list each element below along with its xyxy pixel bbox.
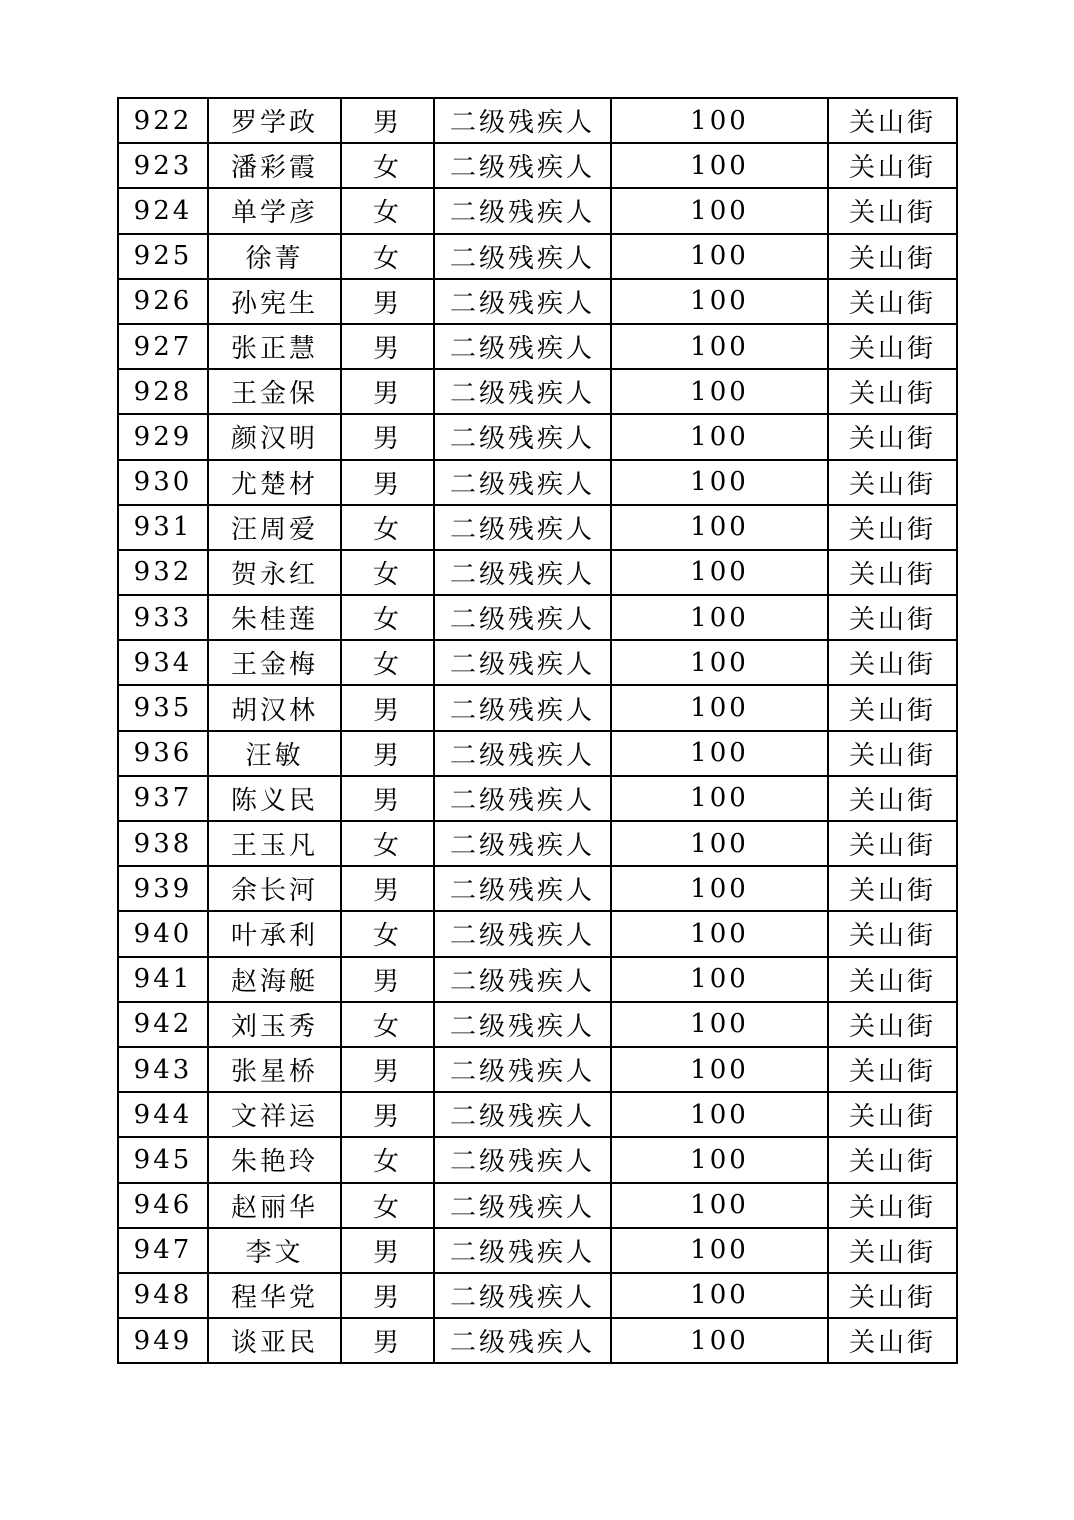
name-cell: 胡汉林 — [208, 685, 341, 730]
street-cell: 关山街 — [828, 1137, 957, 1182]
roster-body — [118, 98, 957, 1363]
table-row — [118, 685, 957, 730]
amount-cell: 100 — [611, 821, 828, 866]
amount-cell: 100 — [611, 234, 828, 279]
amount-cell: 100 — [611, 1092, 828, 1137]
gender-cell: 女 — [341, 143, 434, 188]
name-cell: 朱桂莲 — [208, 595, 341, 640]
table-row — [118, 911, 957, 956]
disability-level-cell: 二级残疾人 — [434, 776, 611, 821]
amount-cell: 100 — [611, 550, 828, 595]
gender-cell: 女 — [341, 595, 434, 640]
name-cell: 王金保 — [208, 369, 341, 414]
serial-number-cell: 945 — [118, 1137, 208, 1182]
serial-number-cell: 926 — [118, 279, 208, 324]
gender-cell: 男 — [341, 1047, 434, 1092]
table-row — [118, 188, 957, 233]
disability-level-cell: 二级残疾人 — [434, 866, 611, 911]
gender-cell: 女 — [341, 640, 434, 685]
table-row — [118, 324, 957, 369]
amount-cell: 100 — [611, 505, 828, 550]
name-cell: 孙宪生 — [208, 279, 341, 324]
name-cell: 叶承利 — [208, 911, 341, 956]
street-cell: 关山街 — [828, 1318, 957, 1363]
disability-level-cell: 二级残疾人 — [434, 98, 611, 143]
gender-cell: 女 — [341, 1137, 434, 1182]
disability-level-cell: 二级残疾人 — [434, 1092, 611, 1137]
gender-cell: 男 — [341, 1318, 434, 1363]
table-row — [118, 1318, 957, 1363]
amount-cell: 100 — [611, 731, 828, 776]
amount-cell: 100 — [611, 1002, 828, 1047]
disability-level-cell: 二级残疾人 — [434, 234, 611, 279]
table-row — [118, 595, 957, 640]
amount-cell: 100 — [611, 1183, 828, 1228]
disability-level-cell: 二级残疾人 — [434, 369, 611, 414]
serial-number-cell: 925 — [118, 234, 208, 279]
street-cell: 关山街 — [828, 98, 957, 143]
gender-cell: 女 — [341, 1183, 434, 1228]
street-cell: 关山街 — [828, 369, 957, 414]
serial-number-cell: 939 — [118, 866, 208, 911]
street-cell: 关山街 — [828, 279, 957, 324]
gender-cell: 女 — [341, 188, 434, 233]
name-cell: 尤楚材 — [208, 460, 341, 505]
gender-cell: 男 — [341, 460, 434, 505]
street-cell: 关山街 — [828, 685, 957, 730]
amount-cell: 100 — [611, 414, 828, 459]
table-row — [118, 866, 957, 911]
name-cell: 汪敏 — [208, 731, 341, 776]
table-row — [118, 460, 957, 505]
serial-number-cell: 941 — [118, 957, 208, 1002]
name-cell: 赵海艇 — [208, 957, 341, 1002]
name-cell: 谈亚民 — [208, 1318, 341, 1363]
amount-cell: 100 — [611, 685, 828, 730]
street-cell: 关山街 — [828, 595, 957, 640]
name-cell: 张正慧 — [208, 324, 341, 369]
disability-level-cell: 二级残疾人 — [434, 324, 611, 369]
gender-cell: 男 — [341, 98, 434, 143]
disability-level-cell: 二级残疾人 — [434, 143, 611, 188]
name-cell: 王玉凡 — [208, 821, 341, 866]
gender-cell: 男 — [341, 776, 434, 821]
table-row — [118, 234, 957, 279]
name-cell: 颜汉明 — [208, 414, 341, 459]
table-row — [118, 369, 957, 414]
gender-cell: 男 — [341, 866, 434, 911]
serial-number-cell: 944 — [118, 1092, 208, 1137]
street-cell: 关山街 — [828, 821, 957, 866]
name-cell: 余长河 — [208, 866, 341, 911]
name-cell: 张星桥 — [208, 1047, 341, 1092]
serial-number-cell: 933 — [118, 595, 208, 640]
street-cell: 关山街 — [828, 776, 957, 821]
serial-number-cell: 923 — [118, 143, 208, 188]
gender-cell: 男 — [341, 414, 434, 459]
gender-cell: 男 — [341, 279, 434, 324]
gender-cell: 男 — [341, 731, 434, 776]
table-row — [118, 731, 957, 776]
serial-number-cell: 929 — [118, 414, 208, 459]
amount-cell: 100 — [611, 188, 828, 233]
street-cell: 关山街 — [828, 731, 957, 776]
disability-level-cell: 二级残疾人 — [434, 1183, 611, 1228]
table-row — [118, 414, 957, 459]
street-cell: 关山街 — [828, 414, 957, 459]
name-cell: 贺永红 — [208, 550, 341, 595]
gender-cell: 男 — [341, 1228, 434, 1273]
name-cell: 刘玉秀 — [208, 1002, 341, 1047]
serial-number-cell: 932 — [118, 550, 208, 595]
amount-cell: 100 — [611, 369, 828, 414]
serial-number-cell: 936 — [118, 731, 208, 776]
name-cell: 文祥运 — [208, 1092, 341, 1137]
serial-number-cell: 938 — [118, 821, 208, 866]
gender-cell: 女 — [341, 234, 434, 279]
disability-level-cell: 二级残疾人 — [434, 1273, 611, 1318]
name-cell: 单学彦 — [208, 188, 341, 233]
street-cell: 关山街 — [828, 1273, 957, 1318]
name-cell: 汪周爱 — [208, 505, 341, 550]
amount-cell: 100 — [611, 1318, 828, 1363]
disability-level-cell: 二级残疾人 — [434, 1047, 611, 1092]
table-row — [118, 776, 957, 821]
disability-level-cell: 二级残疾人 — [434, 595, 611, 640]
gender-cell: 女 — [341, 821, 434, 866]
serial-number-cell: 942 — [118, 1002, 208, 1047]
street-cell: 关山街 — [828, 1092, 957, 1137]
disability-level-cell: 二级残疾人 — [434, 821, 611, 866]
serial-number-cell: 922 — [118, 98, 208, 143]
table-row — [118, 279, 957, 324]
name-cell: 徐菁 — [208, 234, 341, 279]
disability-level-cell: 二级残疾人 — [434, 1318, 611, 1363]
name-cell: 朱艳玲 — [208, 1137, 341, 1182]
amount-cell: 100 — [611, 143, 828, 188]
disability-level-cell: 二级残疾人 — [434, 911, 611, 956]
serial-number-cell: 948 — [118, 1273, 208, 1318]
amount-cell: 100 — [611, 460, 828, 505]
table-row — [118, 1092, 957, 1137]
gender-cell: 男 — [341, 957, 434, 1002]
amount-cell: 100 — [611, 279, 828, 324]
gender-cell: 女 — [341, 505, 434, 550]
serial-number-cell: 931 — [118, 505, 208, 550]
name-cell: 程华党 — [208, 1273, 341, 1318]
table-row — [118, 1137, 957, 1182]
street-cell: 关山街 — [828, 143, 957, 188]
table-row — [118, 957, 957, 1002]
gender-cell: 男 — [341, 1273, 434, 1318]
amount-cell: 100 — [611, 866, 828, 911]
serial-number-cell: 930 — [118, 460, 208, 505]
serial-number-cell: 937 — [118, 776, 208, 821]
table-row — [118, 1002, 957, 1047]
table-row — [118, 1228, 957, 1273]
street-cell: 关山街 — [828, 505, 957, 550]
name-cell: 王金梅 — [208, 640, 341, 685]
serial-number-cell: 947 — [118, 1228, 208, 1273]
table-row — [118, 98, 957, 143]
disability-level-cell: 二级残疾人 — [434, 414, 611, 459]
serial-number-cell: 940 — [118, 911, 208, 956]
street-cell: 关山街 — [828, 1047, 957, 1092]
disability-level-cell: 二级残疾人 — [434, 1002, 611, 1047]
gender-cell: 男 — [341, 369, 434, 414]
street-cell: 关山街 — [828, 1183, 957, 1228]
street-cell: 关山街 — [828, 911, 957, 956]
street-cell: 关山街 — [828, 550, 957, 595]
amount-cell: 100 — [611, 776, 828, 821]
street-cell: 关山街 — [828, 234, 957, 279]
amount-cell: 100 — [611, 595, 828, 640]
street-cell: 关山街 — [828, 188, 957, 233]
disability-level-cell: 二级残疾人 — [434, 1137, 611, 1182]
table-row — [118, 1273, 957, 1318]
street-cell: 关山街 — [828, 957, 957, 1002]
table-row — [118, 1183, 957, 1228]
name-cell: 陈义民 — [208, 776, 341, 821]
amount-cell: 100 — [611, 911, 828, 956]
amount-cell: 100 — [611, 324, 828, 369]
amount-cell: 100 — [611, 98, 828, 143]
serial-number-cell: 949 — [118, 1318, 208, 1363]
serial-number-cell: 924 — [118, 188, 208, 233]
gender-cell: 女 — [341, 911, 434, 956]
amount-cell: 100 — [611, 1273, 828, 1318]
disability-level-cell: 二级残疾人 — [434, 550, 611, 595]
serial-number-cell: 927 — [118, 324, 208, 369]
table-row — [118, 143, 957, 188]
street-cell: 关山街 — [828, 1228, 957, 1273]
gender-cell: 男 — [341, 324, 434, 369]
serial-number-cell: 935 — [118, 685, 208, 730]
amount-cell: 100 — [611, 640, 828, 685]
serial-number-cell: 943 — [118, 1047, 208, 1092]
name-cell: 李文 — [208, 1228, 341, 1273]
table-row — [118, 1047, 957, 1092]
name-cell: 赵丽华 — [208, 1183, 341, 1228]
serial-number-cell: 934 — [118, 640, 208, 685]
gender-cell: 男 — [341, 685, 434, 730]
gender-cell: 女 — [341, 550, 434, 595]
table-row — [118, 640, 957, 685]
amount-cell: 100 — [611, 1047, 828, 1092]
street-cell: 关山街 — [828, 1002, 957, 1047]
disability-level-cell: 二级残疾人 — [434, 505, 611, 550]
gender-cell: 女 — [341, 1002, 434, 1047]
amount-cell: 100 — [611, 1137, 828, 1182]
name-cell: 潘彩霞 — [208, 143, 341, 188]
table-row — [118, 550, 957, 595]
street-cell: 关山街 — [828, 866, 957, 911]
street-cell: 关山街 — [828, 324, 957, 369]
serial-number-cell: 946 — [118, 1183, 208, 1228]
table-row — [118, 821, 957, 866]
disability-level-cell: 二级残疾人 — [434, 279, 611, 324]
disability-level-cell: 二级残疾人 — [434, 957, 611, 1002]
disability-level-cell: 二级残疾人 — [434, 731, 611, 776]
disability-level-cell: 二级残疾人 — [434, 640, 611, 685]
disability-level-cell: 二级残疾人 — [434, 460, 611, 505]
table-row — [118, 505, 957, 550]
amount-cell: 100 — [611, 957, 828, 1002]
gender-cell: 男 — [341, 1092, 434, 1137]
roster-table — [117, 97, 958, 1364]
street-cell: 关山街 — [828, 640, 957, 685]
disability-level-cell: 二级残疾人 — [434, 1228, 611, 1273]
amount-cell: 100 — [611, 1228, 828, 1273]
disability-level-cell: 二级残疾人 — [434, 685, 611, 730]
street-cell: 关山街 — [828, 460, 957, 505]
disability-level-cell: 二级残疾人 — [434, 188, 611, 233]
name-cell: 罗学政 — [208, 98, 341, 143]
serial-number-cell: 928 — [118, 369, 208, 414]
